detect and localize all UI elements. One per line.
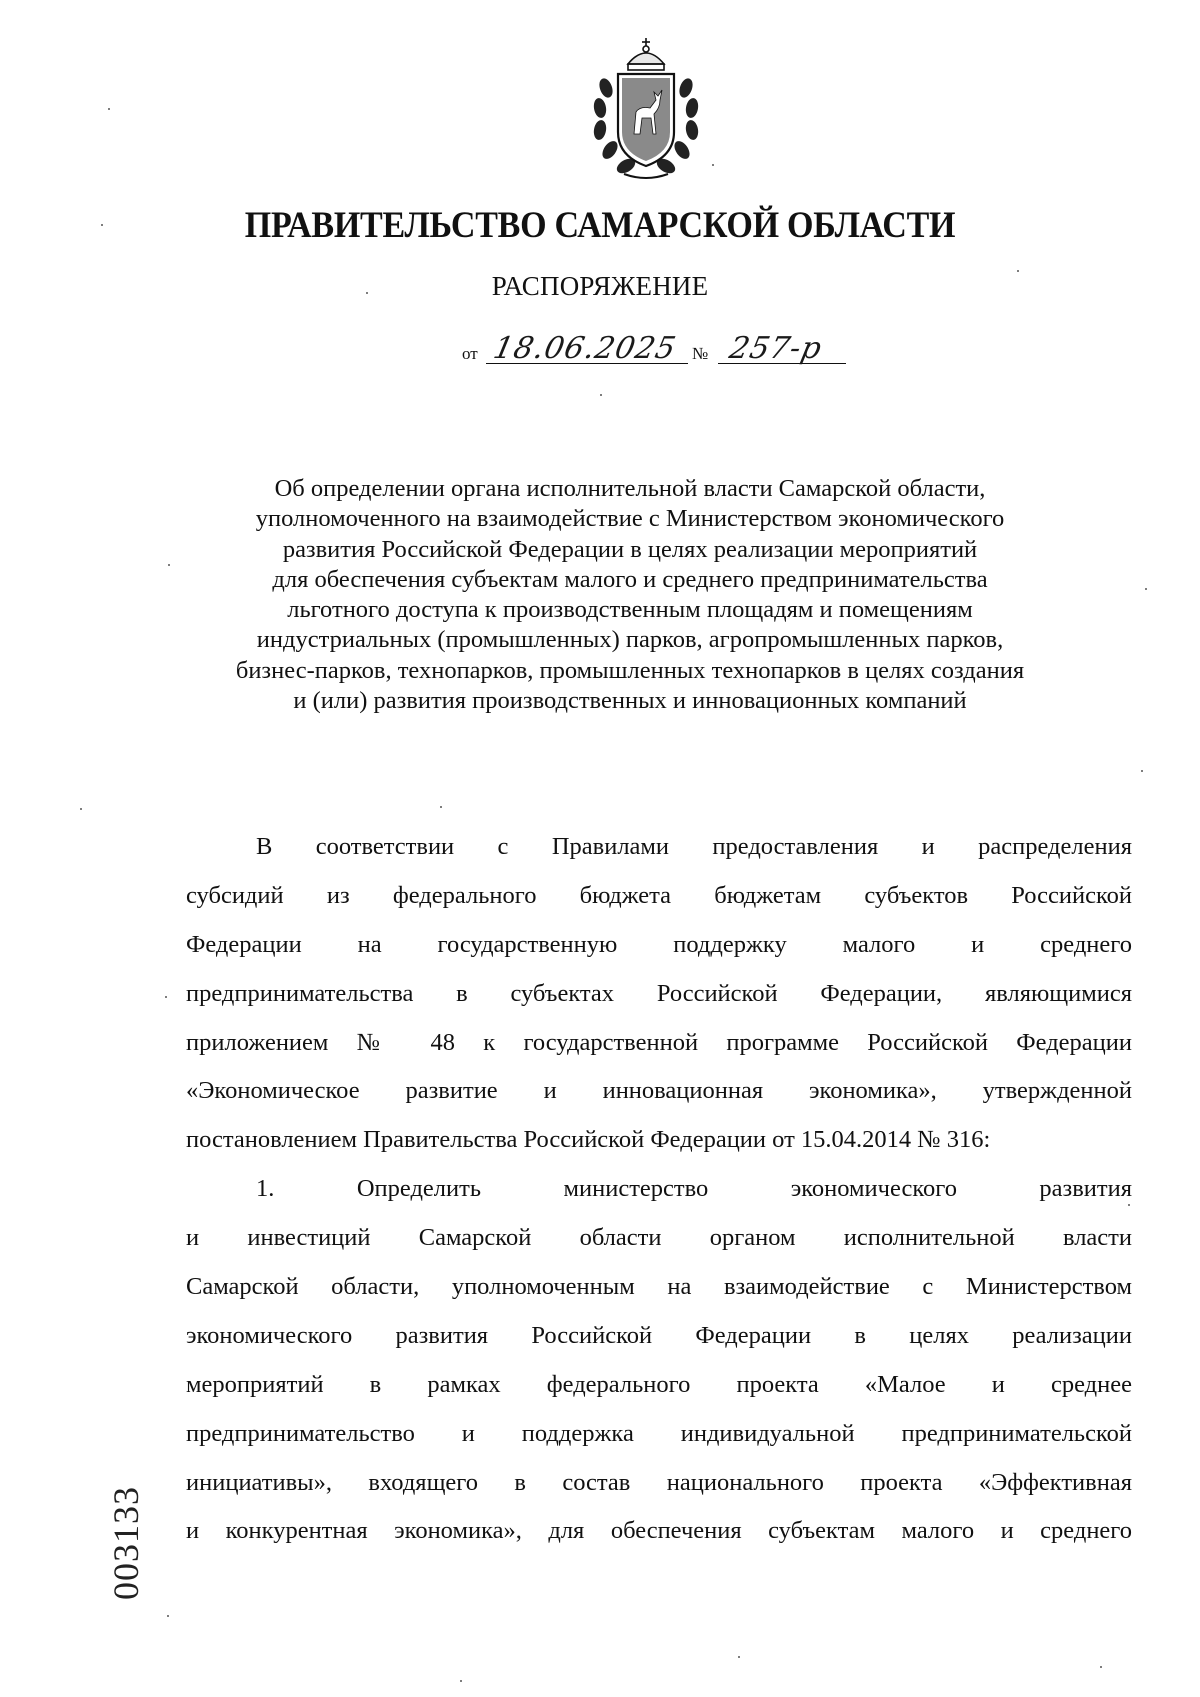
body-line: «Экономическое развитие и инновационная экономика», утвержденной [186,1077,1132,1105]
body-line: 1. Определить министерство экономического развития [256,1175,1132,1203]
scan-speck [108,108,110,110]
subject-heading [165,474,1095,716]
subject-line: индустриальных (промышленных) парков, агропромышленных парков, [256,626,1004,654]
subject-line: для обеспечения субъектам малого и среднего предпринимательства [272,565,988,593]
body-line: постановлением Правительства Российской Федерации от 15.04.2014 № 316: [186,1126,991,1154]
subject-line: Об определении органа исполнительной власти Самарской области, [274,475,986,502]
scan-speck [165,996,167,998]
subject-line: и (или) развития производственных и инновационных компаний [293,687,967,715]
subject-line: бизнес-парков, технопарков, промышленных технопарков в целях создания [235,656,1025,684]
scan-speck [168,564,170,566]
margin-stamp [96,1458,156,1628]
number-value: 257-р [726,331,826,366]
government-title: ПРАВИТЕЛЬСТВО САМАРСКОЙ ОБЛАСТИ [244,205,956,246]
document-kind: РАСПОРЯЖЕНИЕ [491,271,709,301]
body-line: предпринимательство и поддержка индивидуальной предпринимательской [186,1419,1132,1447]
body-line: и инвестиций Самарской области органом исполнительной власти [186,1224,1132,1252]
body-line: Самарской области, уполномоченным на взаимодействие с Министерством [186,1273,1132,1301]
body-line: инициативы», входящего в состав национального проекта «Эффективная [186,1468,1132,1496]
body-line: и конкурентная экономика», для обеспечения субъектам малого и среднего [186,1517,1132,1545]
date-label: от [462,344,478,363]
body-line: мероприятий в рамках федерального проекта «Малое и среднее [186,1370,1132,1398]
subject-line: льготного доступа к производственным площадям и помещениям [287,596,973,624]
scan-speck [440,806,442,808]
scan-speck [460,1680,462,1682]
scan-speck [1141,770,1143,772]
scan-speck [1145,588,1147,590]
body-line: приложением № 48 к государственной программе Российской Федерации [186,1028,1132,1056]
scan-speck [167,1615,169,1617]
body-line: предпринимательства в субъектах Российской Федерации, являющимися [186,979,1132,1007]
scan-speck [1017,270,1019,272]
scan-speck [1128,1204,1130,1206]
scan-speck [101,224,103,226]
subject-line: развития Российской Федерации в целях реализации мероприятий [282,535,978,563]
scan-speck [80,808,82,810]
date-value: 18.06.2025 [490,331,680,366]
scan-speck [366,292,368,294]
dateline [462,326,862,374]
body-text [186,823,1132,1556]
scan-speck [600,394,602,396]
body-line: В соответствии с Правилами предоставления и распределения [256,833,1132,860]
number-label: № [692,344,709,363]
margin-stamp-number: 003133 [106,1486,146,1600]
body-line: экономического развития Российской Федерации в целях реализации [186,1321,1132,1349]
subject-line: уполномоченного на взаимодействие с Министерством экономического [255,505,1005,533]
body-line: Федерации на государственную поддержку малого и среднего [186,930,1132,958]
samara-coat-of-arms-icon [584,38,708,182]
scan-speck [1100,1666,1102,1668]
scan-speck [712,164,714,166]
body-line: субсидий из федерального бюджета бюджетам субъектов Российской [186,881,1132,909]
scan-speck [738,1656,740,1658]
